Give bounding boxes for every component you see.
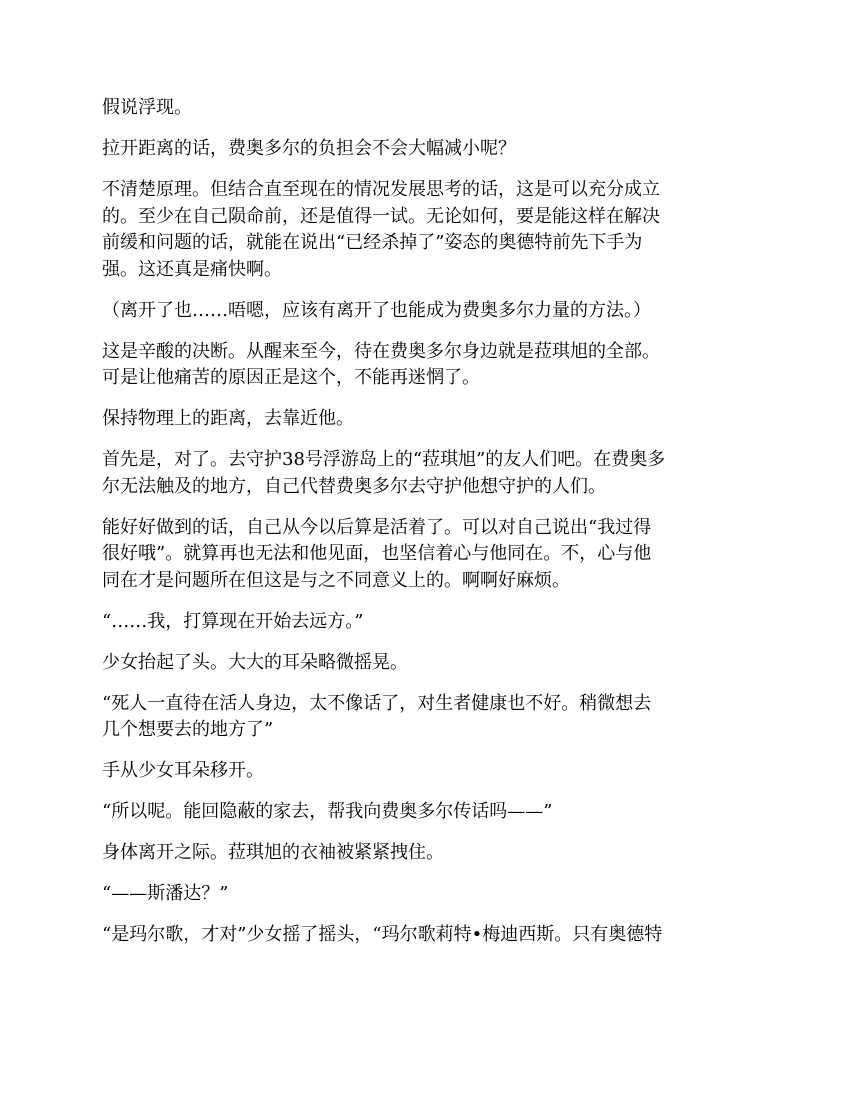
- paragraph: [102, 922, 752, 949]
- text-line: “所以呢。能回隐蔽的家去，帮我向费奥多尔传话吗——”: [102, 801, 553, 822]
- paragraph: [102, 447, 752, 500]
- text-line: 前缓和问题的话，就能在说出“已经杀掉了”姿态的奥德特前先下手为: [102, 232, 643, 253]
- text-line: “……我，打算现在开始去远方。”: [102, 610, 364, 632]
- document-body: [102, 95, 752, 963]
- text-line: 强。这还真是痛快啊。: [102, 258, 282, 280]
- paragraph: [102, 758, 752, 785]
- text-line: 尔无法触及的地方，自己代替费奥多尔去守护他想守护的人们。: [102, 475, 606, 497]
- text-line: 不清楚原理。但结合直至现在的情况发展思考的话，这是可以充分成立: [102, 179, 660, 200]
- text-line: 可是让他痛苦的原因正是这个，不能再迷惘了。: [102, 367, 480, 388]
- paragraph: [102, 298, 752, 325]
- text-line: 保持物理上的距离，去靠近他。: [102, 408, 354, 429]
- paragraph: [102, 840, 752, 867]
- text-line: 拉开距离的话，费奥多尔的负担会不会大幅减小呢？: [102, 138, 516, 159]
- paragraph: [102, 177, 752, 283]
- paragraph: [102, 881, 752, 908]
- paragraph: [102, 515, 752, 595]
- text-line: “——斯潘达？”: [102, 883, 229, 904]
- text-line: 假说浮现。: [102, 97, 192, 118]
- text-line: 少女抬起了头。大大的耳朵略微摇晃。: [102, 651, 408, 673]
- text-line: 几个想要去的地方了”: [102, 719, 274, 740]
- text-line: 这是辛酸的决断。从醒来至今，待在费奥多尔身边就是菈琪旭的全部。: [102, 340, 660, 362]
- text-line: 手从少女耳朵移开。: [102, 760, 264, 781]
- paragraph: [102, 691, 752, 744]
- paragraph: [102, 650, 752, 677]
- text-line: 身体离开之际。菈琪旭的衣袖被紧紧拽住。: [102, 842, 444, 863]
- text-line: “是玛尔歌，才对”少女摇了摇头，“玛尔歌莉特•梅迪西斯。只有奥德特: [102, 924, 663, 945]
- paragraph: [102, 95, 752, 122]
- paragraph: [102, 609, 752, 636]
- paragraph: [102, 339, 752, 392]
- text-line: 能好好做到的话，自己从今以后算是活着了。可以对自己说出“我过得: [102, 516, 652, 538]
- paragraph: [102, 799, 752, 826]
- paragraph: [102, 136, 752, 163]
- paragraph: [102, 406, 752, 433]
- text-line: （离开了也……唔嗯，应该有离开了也能成为费奥多尔力量的方法。）: [102, 299, 651, 321]
- text-line: 同在才是问题所在但这是与之不同意义上的。啊啊好麻烦。: [102, 569, 570, 591]
- text-line: “死人一直待在活人身边，太不像话了，对生者健康也不好。稍微想去: [102, 692, 652, 714]
- text-line: 的。至少在自己陨命前，还是值得一试。无论如何，要是能这样在解决: [102, 205, 660, 227]
- text-line: 首先是，对了。去守护38号浮游岛上的“菈琪旭”的友人们吧。在费奥多: [102, 449, 666, 470]
- text-line: 很好哦”。就算再也无法和他见面，也坚信着心与他同在。不，心与他: [102, 543, 652, 564]
